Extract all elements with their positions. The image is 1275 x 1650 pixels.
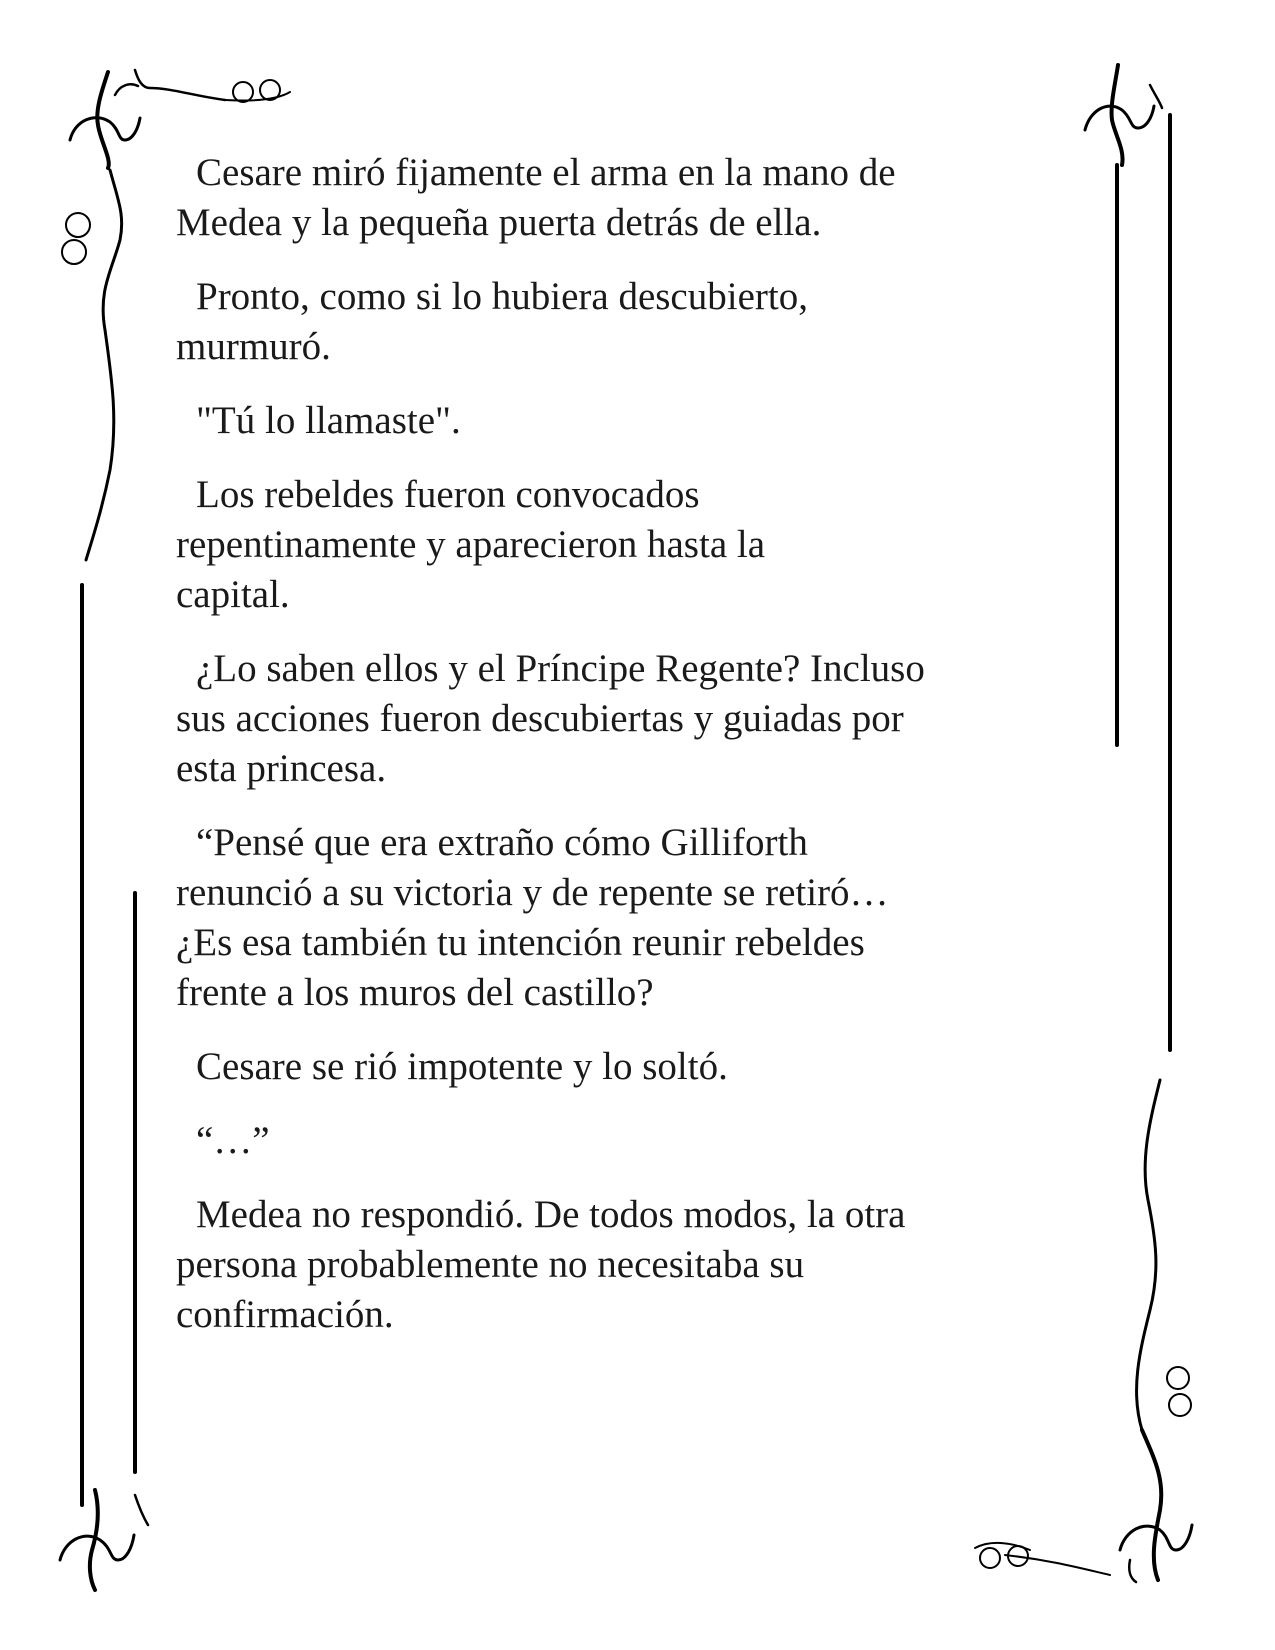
paragraph-4: Los rebeldes fueron convocados repentinamente y aparecieron hasta la capital. — [176, 473, 766, 616]
paragraph-8: “…” — [196, 1119, 270, 1162]
paragraph-5: ¿Lo saben ellos y el Príncipe Regente? Incluso sus acciones fueron descubiertas y guiadas por esta princesa. — [176, 647, 925, 790]
paragraph-7: Cesare se rió impotente y lo soltó. — [196, 1045, 728, 1088]
paragraph-1: Cesare miró fijamente el arma en la mano de Medea y la pequeña puerta detrás de ella. — [176, 151, 896, 244]
paragraph-6: “Pensé que era extraño cómo Gilliforth renunció a su victoria y de repente se retiró… ¿Es esa también tu intención reunir rebeldes frente a los muros del castillo? — [176, 821, 889, 1014]
paragraph-9: Medea no respondió. De todos modos, la otra persona probablemente no necesitaba su confirmación. — [176, 1193, 906, 1336]
bottom-left-flourish-icon — [60, 1490, 148, 1590]
document-body — [176, 148, 1091, 1364]
paragraph-2: Pronto, como si lo hubiera descubierto, murmuró. — [176, 275, 808, 368]
top-right-flourish-icon — [1085, 65, 1162, 165]
paragraph-3: "Tú lo llamaste". — [196, 399, 461, 442]
